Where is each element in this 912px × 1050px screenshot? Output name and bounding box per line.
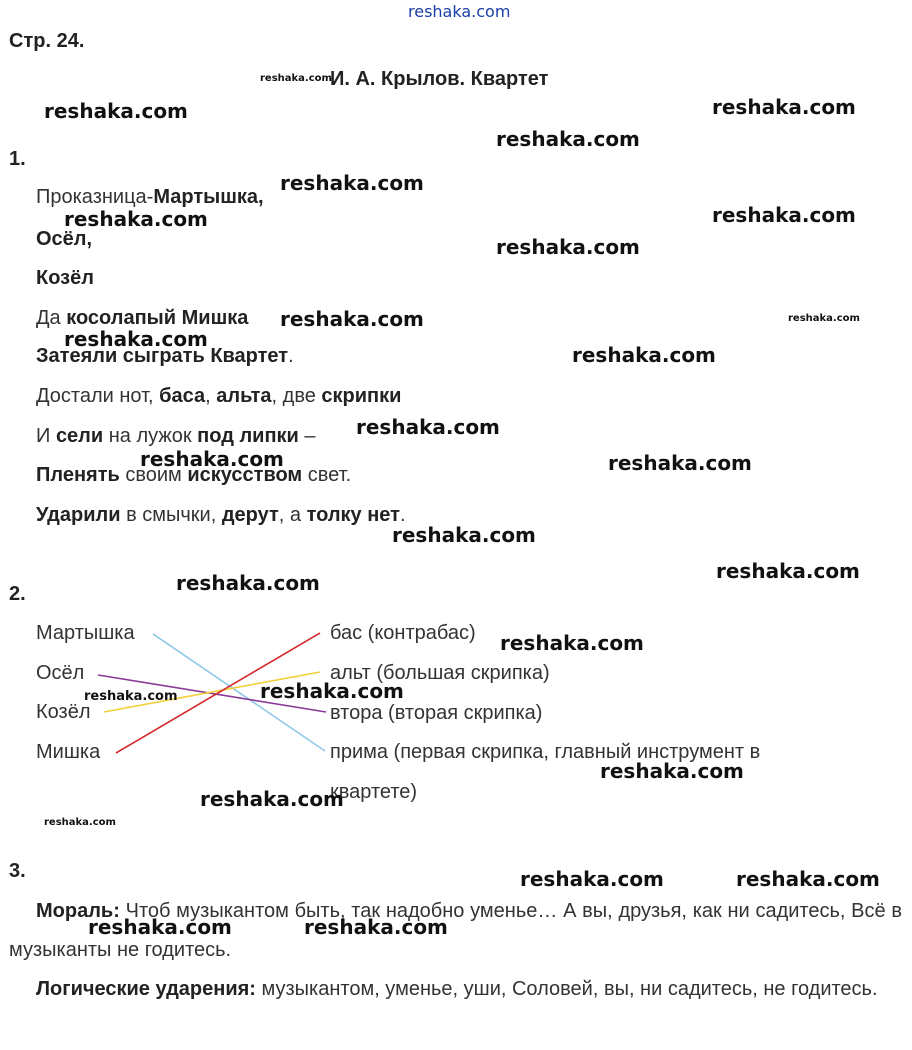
section-number-3: 3.	[9, 860, 26, 882]
section-number-1: 1.	[9, 148, 26, 170]
right-item: бас (контрабас)	[330, 622, 476, 644]
left-item: Осёл	[36, 662, 85, 684]
watermark: reshaka.com	[712, 95, 856, 119]
watermark: reshaka.com	[176, 571, 320, 595]
watermark: reshaka.com	[280, 307, 424, 331]
poem-emphasis: Ударили	[36, 504, 121, 526]
poem-emphasis: искусством	[187, 464, 303, 486]
poem-emphasis: Затеяли сыграть Квартет	[36, 345, 289, 367]
poem-text: на лужок	[103, 425, 198, 447]
poem-emphasis: скрипки	[321, 385, 402, 407]
watermark: reshaka.com	[64, 327, 208, 351]
stress-paragraph	[9, 970, 902, 1009]
poem-text: .	[399, 504, 406, 526]
right-item: прима (первая скрипка, главный инструмент в	[330, 741, 761, 763]
watermark: reshaka.com	[304, 915, 448, 939]
poem-text: –	[298, 425, 316, 447]
watermark: reshaka.com	[44, 817, 116, 828]
watermark: reshaka.com	[84, 689, 178, 704]
watermark: reshaka.com	[392, 523, 536, 547]
poem-emphasis: Мартышка,	[153, 186, 264, 208]
moral-label: Мораль:	[36, 900, 120, 922]
right-item: альт (большая скрипка)	[330, 662, 550, 684]
poem-emphasis: Осёл,	[36, 228, 93, 250]
poem-emphasis: под липки	[197, 425, 299, 447]
poem-emphasis: Козёл	[36, 267, 94, 289]
watermark: reshaka.com	[44, 99, 188, 123]
poem-text: .	[288, 345, 294, 367]
stress-label: Логические ударения:	[36, 978, 256, 1000]
watermark: reshaka.com	[88, 915, 232, 939]
poem-emphasis: толку нет	[306, 504, 400, 526]
watermark: reshaka.com	[408, 2, 511, 21]
poem-text: И	[36, 425, 56, 447]
left-item: Мартышка	[36, 622, 135, 644]
watermark: reshaka.com	[280, 171, 424, 195]
watermark: reshaka.com	[260, 679, 404, 703]
watermark: reshaka.com	[496, 127, 640, 151]
poem-text: Проказница-	[36, 186, 154, 208]
watermark: reshaka.com	[496, 235, 640, 259]
section-number-2: 2.	[9, 583, 26, 605]
left-item: Мишка	[36, 741, 101, 763]
poem-text: ,	[205, 385, 217, 407]
poem-text: своим	[119, 464, 188, 486]
poem-text: Да	[36, 307, 67, 329]
moral-text: Чтоб музыкантом быть, так надобно уменье… А вы, друзья, как ни садитесь, Всё в музыканты не годитесь.	[9, 900, 902, 961]
watermark: reshaka.com	[64, 207, 208, 231]
poem-text: Достали нот,	[36, 385, 160, 407]
poem-emphasis: сели	[55, 425, 104, 447]
right-item: втора (вторая скрипка)	[330, 702, 543, 724]
watermark: reshaka.com	[200, 787, 344, 811]
watermark: reshaka.com	[608, 451, 752, 475]
watermark: reshaka.com	[788, 313, 860, 324]
watermark: reshaka.com	[712, 203, 856, 227]
stress-text: музыкантом, уменье, уши, Соловей, вы, ни садитесь, не годитесь.	[255, 978, 878, 1000]
poem-emphasis: косолапый Мишка	[66, 307, 249, 329]
right-item: квартете)	[330, 781, 418, 803]
poem-emphasis: дерут	[221, 504, 279, 526]
poem-emphasis: Пленять	[36, 464, 120, 486]
poem-text: в смычки,	[120, 504, 222, 526]
poem-emphasis: альта	[216, 385, 272, 407]
left-item: Козёл	[36, 701, 91, 723]
watermark: reshaka.com	[356, 415, 500, 439]
watermark: reshaka.com	[572, 343, 716, 367]
watermark: reshaka.com	[520, 867, 664, 891]
watermark: reshaka.com	[600, 759, 744, 783]
poem-emphasis: баса	[159, 385, 206, 407]
watermark: reshaka.com	[140, 447, 284, 471]
poem-text: свет.	[302, 464, 352, 486]
poem-text: , а	[278, 504, 307, 526]
watermark: reshaka.com	[736, 867, 880, 891]
watermark: reshaka.com	[716, 559, 860, 583]
page-title: И. А. Крылов. Квартет	[330, 68, 549, 90]
watermark: reshaka.com	[260, 73, 332, 84]
page-label: Стр. 24.	[9, 30, 85, 52]
watermark: reshaka.com	[500, 631, 644, 655]
poem-text: , две	[271, 385, 322, 407]
